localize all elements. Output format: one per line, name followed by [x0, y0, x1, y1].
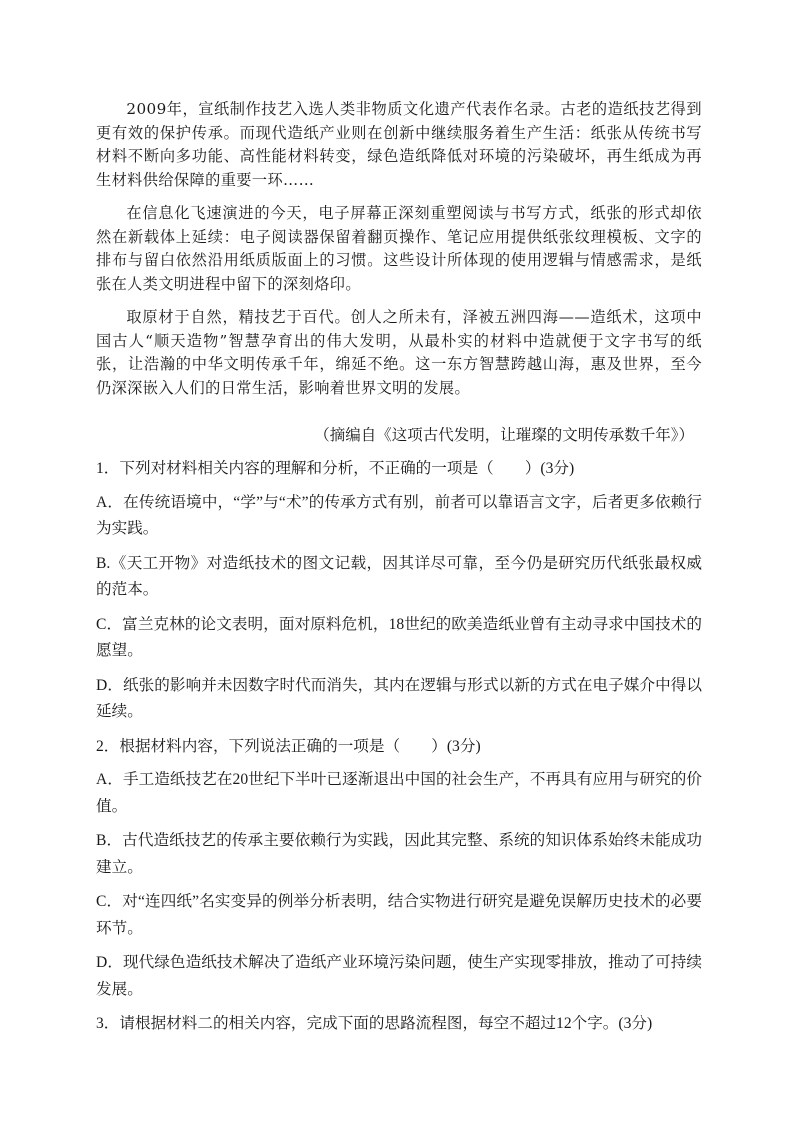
question-option-d: D．现代绿色造纸技术解决了造纸产业环境污染问题，使生产实现零排放，推动了可持续发展。 [96, 954, 702, 998]
question-2 [96, 734, 702, 1004]
question-option-c: C．富兰克林的论文表明，面对原料危机，18世纪的欧美造纸业曾有主动寻求中国技术的愿望。 [96, 615, 702, 659]
question-3 [96, 1011, 702, 1038]
reading-passage [96, 98, 702, 410]
question-option-d: D．纸张的影响并未因数字时代而消失，其内在逻辑与形式以新的方式在电子媒介中得以延续。 [96, 676, 702, 720]
question-stem: 1．下列对材料相关内容的理解和分析，不正确的一项是（ ）(3分) [96, 460, 575, 477]
question-list [96, 456, 702, 1045]
question-option-a: A．手工造纸技艺在20世纪下半叶已逐渐退出中国的社会生产，不再具有应用与研究的价值。 [96, 771, 702, 815]
passage-source: （摘编自《这项古代发明，让璀璨的文明传承数千年》） [314, 427, 694, 444]
passage-paragraph-1: 2009年，宣纸制作技艺入选人类非物质文化遗产代表作名录。古老的造纸技艺得到更有效的保护传承。而现代造纸产业则在创新中继续服务着生产生活：纸张从传统书写材料不断向多功能、高性能材料转变，绿色造纸降低对环境的污染破坏，再生纸成为再生材料供给保障的重要一环…… [96, 100, 702, 189]
question-1 [96, 456, 702, 726]
question-stem: 3．请根据材料二的相关内容，完成下面的思路流程图，每空不超过12个字。(3分) [96, 1015, 653, 1032]
question-option-b: B．古代造纸技艺的传承主要依赖行为实践，因此其完整、系统的知识体系始终未能成功建立。 [96, 832, 702, 876]
passage-paragraph-2: 在信息化飞速演进的今天，电子屏幕正深刻重塑阅读与书写方式，纸张的形式却依然在新载体上延续：电子阅读器保留着翻页操作、笔记应用提供纸张纹理模板、文字的排布与留白依然沿用纸质版面上的习惯。这些设计所体现的使用逻辑与情感需求，是纸张在人类文明进程中留下的深刻烙印。 [96, 204, 702, 293]
question-option-c: C．对“连四纸”名实变异的例举分析表明，结合实物进行研究是避免误解历史技术的必要环节。 [96, 893, 702, 937]
question-stem: 2．根据材料内容，下列说法正确的一项是（ ）(3分) [96, 737, 481, 755]
passage-paragraph-3: 取原材于自然，精技艺于百代。创人之所未有，泽被五洲四海——造纸术，这项中国古人“顺天造物”智慧孕育出的伟大发明，从最朴实的材料中造就便于文字书写的纸张，让浩瀚的中华文明传承千年，绵延不绝。这一东方智慧跨越山海，惠及世界，至今仍深深嵌入人们的日常生活，影响着世界文明的发展。 [96, 308, 702, 397]
question-option-a: A．在传统语境中，“学”与“术”的传承方式有别，前者可以靠语言文字，后者更多依赖行为实践。 [96, 493, 702, 537]
question-option-b: B.《天工开物》对造纸技术的图文记载，因其详尽可靠，至今仍是研究历代纸张最权威的范本。 [96, 554, 702, 598]
